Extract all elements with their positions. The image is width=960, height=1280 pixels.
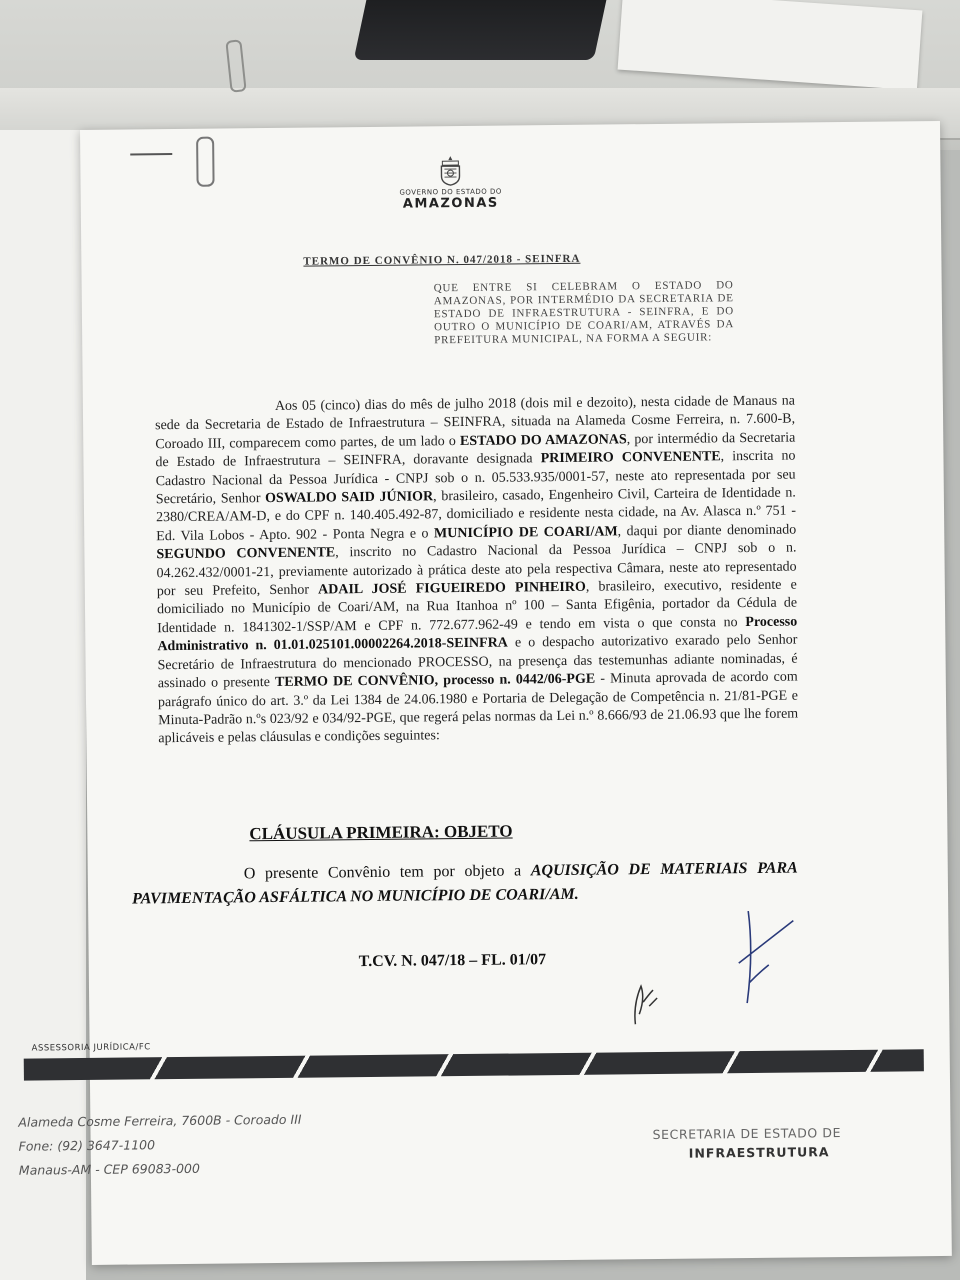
org-name-bold: INFRAESTRUTURA [688,1144,830,1161]
body-paragraph [155,393,799,749]
clause-intro: O presente Convênio tem por objeto a [243,862,531,883]
logo-subtitle: GOVERNO DO ESTADO DO [399,187,502,197]
body-text: , por intermédio da Secretaria de Estado de Infraestrutura – SEINFRA, doravante designada [155,430,796,471]
representative-name: OSWALDO SAID JÚNIOR [265,489,434,507]
party-role: SEGUNDO CONVENENTE [156,545,336,563]
phone-line: Fone: (92) 3647-1100 [18,1137,156,1154]
page-folio: T.CV. N. 047/18 – FL. 01/07 [358,951,547,971]
logo-title: AMAZONAS [402,195,499,212]
paperclip-icon [196,137,215,187]
coat-of-arms-icon [435,154,465,186]
document-title: TERMO DE CONVÊNIO N. 047/2018 - SEINFRA [303,252,581,268]
state-logo [390,153,511,211]
body-text: , daqui por diante denominado [617,522,797,540]
footer-address [18,1108,302,1183]
signature-icon [608,892,809,1034]
document-sheet [18,121,952,1265]
representative-name: ADAIL JOSÉ FIGUEIREDO PINHEIRO [318,579,586,598]
department-label: ASSESSORIA JURÍDICA/FC [31,1042,151,1054]
underlying-sheet [0,130,86,1280]
body-text: , inscrito no Cadastro Nacional da Pessoa Jurídica – CNPJ sob o n. 04.262.432/0001-21, previamente autorizado à prática deste ato pela respectiva Câmara, neste ato representado por seu Prefeito, Senhor [156,540,797,600]
agreement-reference: TERMO DE CONVÊNIO, processo n. 0442/06-PGE [274,671,596,691]
body-text: e o despacho autorizativo exarado pelo Senhor Secretário de Infraestrutura do mencionado PROCESSO, na presença das testemunhas adiante nominadas, é assinado o presente [157,632,798,692]
body-text: , inscrita no Cadastro Nacional da Pessoa Jurídica - CNPJ sob o n. 05.533.935/0001-57, neste ato representada por seu Secretário, Senhor [155,448,796,508]
clause-object: AQUISIÇÃO DE MATERIAIS PARA PAVIMENTAÇÃO ASFÁLTICA NO MUNICÍPIO DE COARI/AM. [131,859,798,908]
preamble: QUE ENTRE SI CELEBRAM O ESTADO DO AMAZONAS, POR INTERMÉDIO DA SECRETARIA DE ESTADO DE INFRAESTRUTURA - SEINFRA, E DO OUTRO O MUNICÍPIO DE COARI/AM, ATRAVÉS DA PREFEITURA MUNICIPAL, NA FORMA A SEGUIR: [433,279,735,347]
party-name: ESTADO DO AMAZONAS [459,432,627,449]
pen-mark [130,153,172,155]
process-number: Processo Administrativo n. 01.01.025101.00002264.2018-SEINFRA [157,614,798,655]
party-role: PRIMEIRO CONVENENTE [540,449,721,467]
body-text: - Minuta aprovada de acordo com parágrafo único do art. 3.º da Lei 1384 de 24.06.1980 e Portaria de Delegação de Competência n. 21/81-PGE e Minuta-Padrão n.ºs 023/92 e 034/92-PGE, que regerá pelas normas da Lei n.º 8.666/93 de 21.06.93 que lhe forem aplicáveis e pelas cláusulas e condições seguintes: [157,669,799,747]
city-line: Manaus-AM - CEP 69083-000 [18,1160,201,1178]
footer-organization [652,1125,841,1161]
party-name: MUNICÍPIO DE COARI/AM [433,524,618,542]
footer-stripe [24,1049,924,1080]
org-name: SECRETARIA DE ESTADO DE [652,1125,842,1143]
keyboard [354,0,607,60]
clause-title: CLÁUSULA PRIMEIRA: OBJETO [249,821,513,844]
body-text: Aos 05 (cinco) dias do mês de julho 2018 (dois mil e dezoito), nesta cidade de Manaus na sede da Secretaria de Estado de Infraestrutura – SEINFRA, situada na Alameda Cosme Ferreira, n. 7.600-B, Coroado III, comparecem como partes, de um lado o [155,393,796,453]
body-text: , brasileiro, executivo, residente e domiciliado no Município de Coari/AM, na Rua Itanhoa nº 100 – Santa Efigênia, portador da Cédula de Identidade n. 1841302-1/SSP/AM e CPF n. 772.677.962-49 e tendo em vista o que consta no [156,577,798,637]
address-line: Alameda Cosme Ferreira, 7600B - Coroado III [18,1111,302,1130]
body-text: , brasileiro, casado, Engenheiro Civil, Carteira de Identidade n. 2380/CREA/AM-D, e do CPF n. 140.405.492-87, domiciliado e residente nesta cidade, na Av. Alasca n.º 751 - Ed. Vila Lobos - Apto. 902 - Ponta Negra e o [155,485,797,545]
